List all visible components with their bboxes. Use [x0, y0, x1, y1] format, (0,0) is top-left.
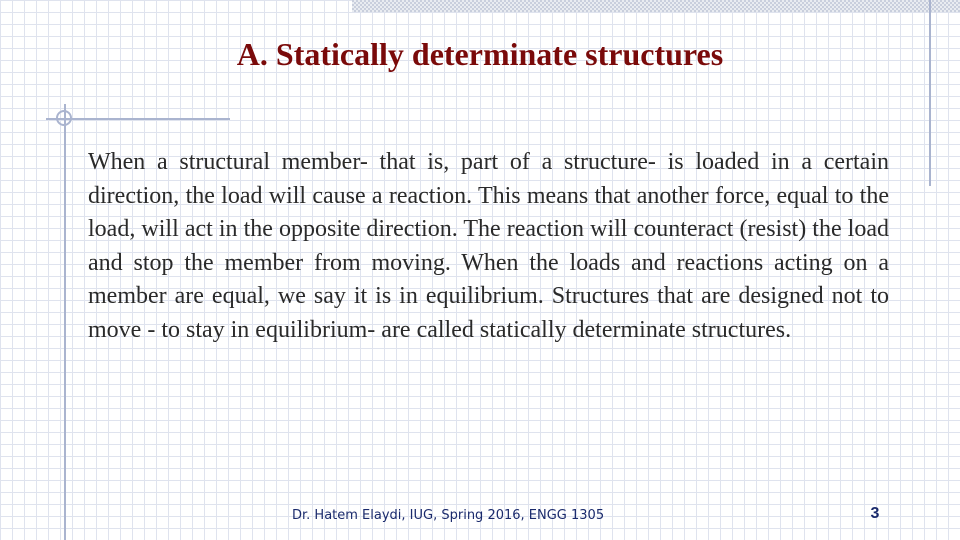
slide-title: A. Statically determinate structures [236, 36, 724, 72]
slide-footer: Dr. Hatem Elaydi, IUG, Spring 2016, ENGG 1305 [292, 508, 605, 523]
circle-bullet-decoration [56, 110, 72, 126]
slide-body-text: When a structural member- that is, part of a structure- is loaded in a certain direction, the load will cause a reaction. This means that another force, equal to the load, will act in the opposite direction. The reaction will counteract (resist) the load and stop the member from moving. When the loads and reactions acting on a member are equal, we say it is in equilibrium. Structures that are designed not to move - to stay in equilibrium- are called statically determinate structures. [88, 149, 889, 343]
left-vertical-rule [64, 104, 66, 540]
top-decorative-band [352, 0, 960, 12]
page-number: 3 [870, 505, 880, 522]
left-horizontal-rule [46, 118, 230, 120]
right-decorative-rule [929, 0, 931, 186]
